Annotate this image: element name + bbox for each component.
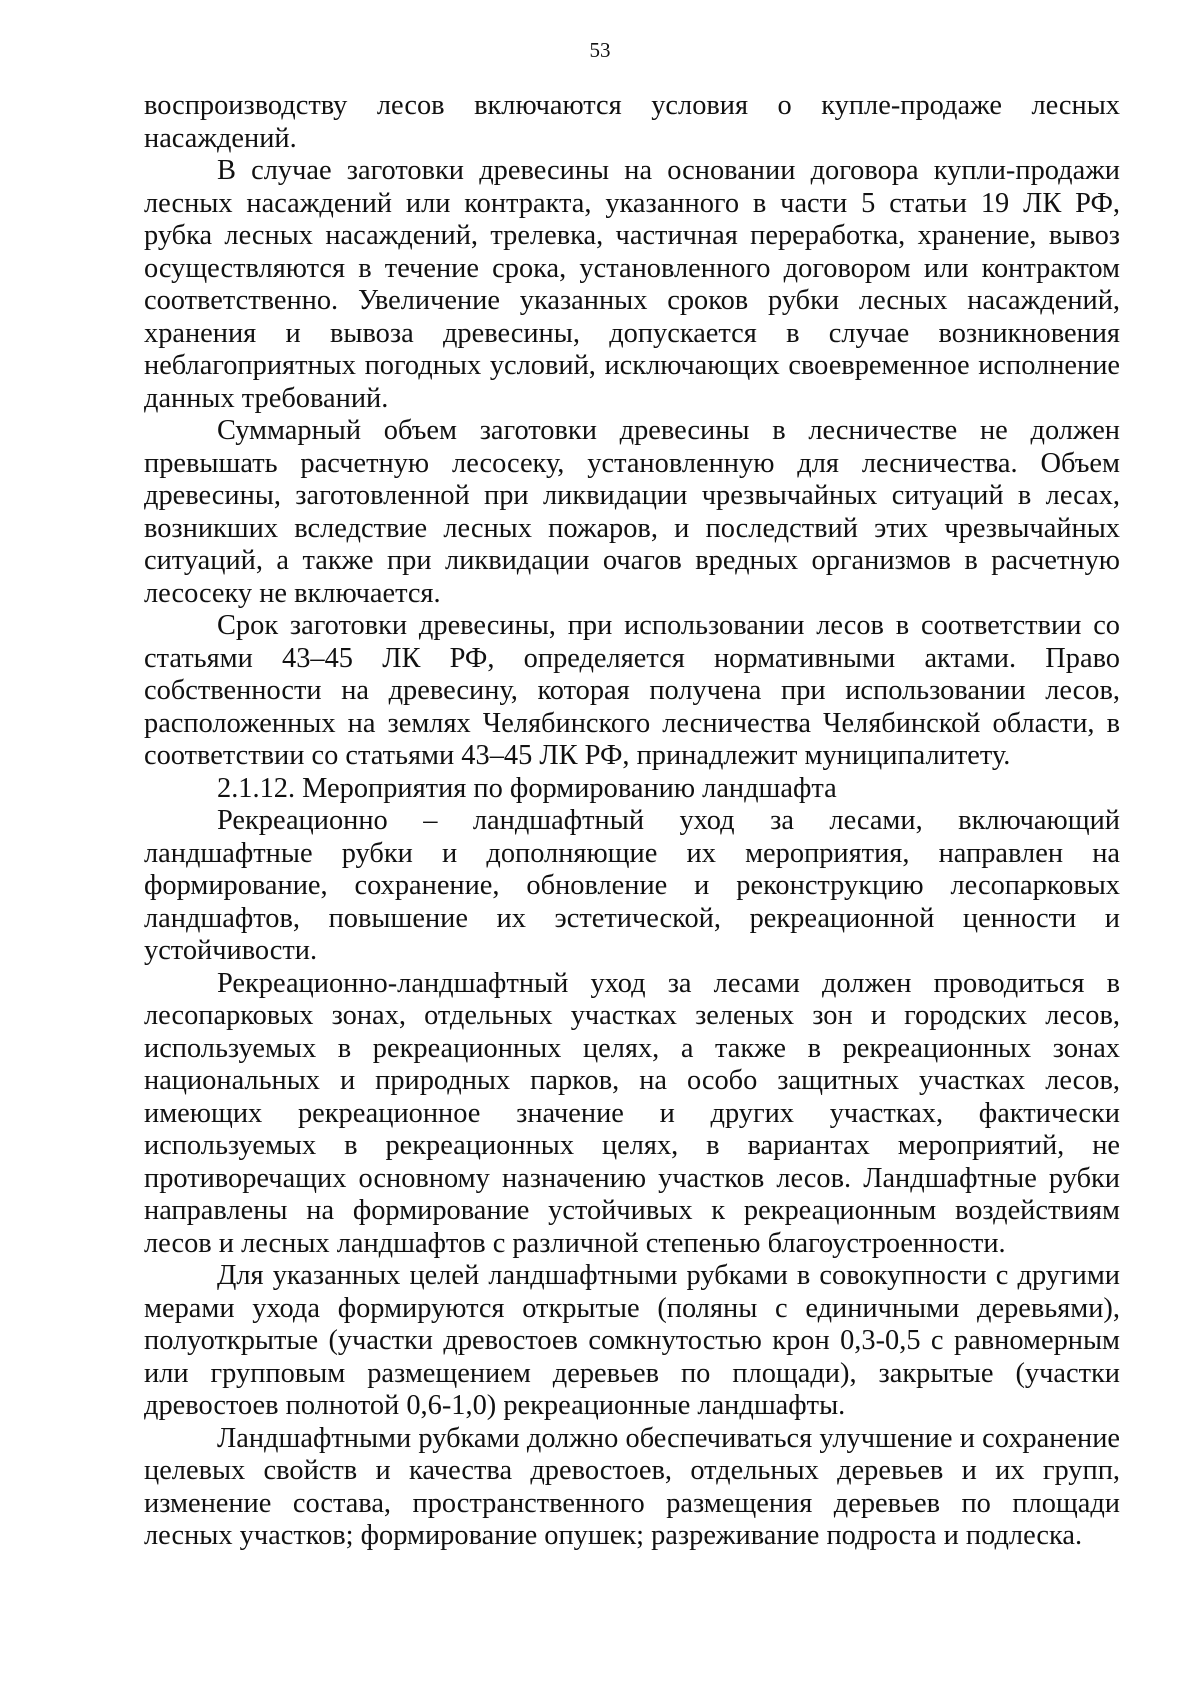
paragraph-1: воспроизводству лесов включаются условия о купле-продаже лесных насаждений.: [144, 90, 1120, 154]
section-heading: 2.1.12. Мероприятия по формированию ландшафта: [217, 772, 837, 804]
section-paragraph-4: Ландшафтными рубками должно обеспечиваться улучшение и сохранение целевых свойств и качества древостоев, отдельных деревьев и их групп, изменение состава, пространственного размещения деревьев по площади лесных участков; формирование опушек; разреживание подроста и подлеска.: [144, 1422, 1120, 1551]
paragraph-3: Суммарный объем заготовки древесины в лесничестве не должен превышать расчетную лесосеку, установленную для лесничества. Объем древесины, заготовленной при ликвидации чрезвычайных ситуаций в лесах, возникших вследствие лесных пожаров, и последствий этих чрезвычайных ситуаций, а также при ликвидации очагов вредных организмов в расчетную лесосеку не включается.: [144, 415, 1120, 609]
document-body: [144, 90, 1120, 1553]
page-number: 53: [589, 38, 611, 62]
section-paragraph-1: Рекреационно – ландшафтный уход за лесами, включающий ландшафтные рубки и дополняющие их мероприятия, направлен на формирование, сохранение, обновление и реконструкцию лесопарковых ландшафтов, повышение их эстетической, рекреационной ценности и устойчивости.: [144, 805, 1120, 966]
paragraph-2: В случае заготовки древесины на основании договора купли-продажи лесных насаждений или контракта, указанного в части 5 статьи 19 ЛК РФ, рубка лесных насаждений, трелевка, частичная переработка, хранение, вывоз осуществляются в течение срока, установленного договором или контрактом соответственно. Увеличение указанных сроков рубки лесных насаждений, хранения и вывоза древесины, допускается в случае возникновения неблагоприятных погодных условий, исключающих своевременное исполнение данных требований.: [144, 155, 1120, 414]
section-paragraph-2: Рекреационно-ландшафтный уход за лесами должен проводиться в лесопарковых зонах, отдельных участках зеленых зон и городских лесов, используемых в рекреационных целях, а также в рекреационных зонах национальных и природных парков, на особо защитных участках лесов, имеющих рекреационное значение и других участках, фактически используемых в рекреационных целях, в вариантах мероприятий, не противоречащих основному назначению участков лесов. Ландшафтные рубки направлены на формирование устойчивых к рекреационным воздействиям лесов и лесных ландшафтов с различной степенью благоустроенности.: [144, 967, 1120, 1259]
paragraph-4: Срок заготовки древесины, при использовании лесов в соответствии со статьями 43–45 ЛК РФ, определяется нормативными актами. Право собственности на древесину, которая получена при использовании лесов, расположенных на землях Челябинского лесничества Челябинской области, в соответствии со статьями 43–45 ЛК РФ, принадлежит муниципалитету.: [144, 610, 1120, 771]
section-paragraph-3: Для указанных целей ландшафтными рубками в совокупности с другими мерами ухода формируются открытые (поляны с единичными деревьями), полуоткрытые (участки древостоев сомкнутостью крон 0,3-0,5 с равномерным или групповым размещением деревьев по площади), закрытые (участки древостоев полнотой 0,6-1,0) рекреационные ландшафты.: [144, 1260, 1120, 1421]
